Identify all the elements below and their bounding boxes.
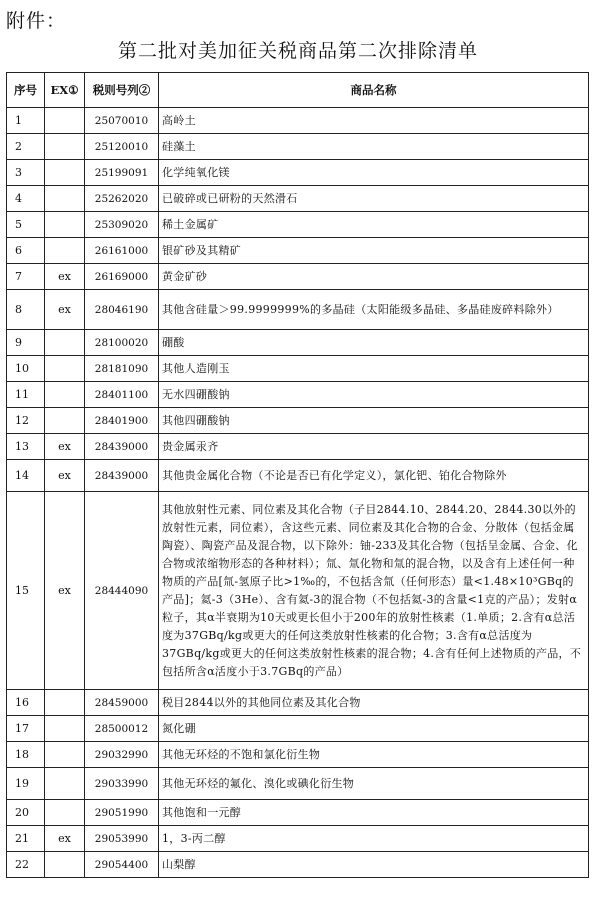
row-ex-flag: [45, 408, 85, 434]
row-tariff-code: 28459000: [85, 690, 159, 716]
row-ex-flag: [45, 238, 85, 264]
row-ex-flag: [45, 356, 85, 382]
row-serial: 3: [7, 160, 45, 186]
row-tariff-code: 28439000: [85, 434, 159, 460]
row-tariff-code: 28100020: [85, 330, 159, 356]
column-header-product-name: 商品名称: [159, 73, 589, 108]
row-tariff-code: 28500012: [85, 716, 159, 742]
table-body: [7, 108, 589, 878]
page-title: 第二批对美加征关税商品第二次排除清单: [117, 40, 478, 62]
row-tariff-code: 25309020: [85, 212, 159, 238]
row-ex-flag: ex: [45, 434, 85, 460]
row-ex-flag: [45, 742, 85, 768]
row-serial: 18: [7, 742, 45, 768]
row-ex-flag: [45, 160, 85, 186]
row-serial: 7: [7, 264, 45, 290]
row-tariff-code: 28401900: [85, 408, 159, 434]
row-product-name: 其他贵金属化合物（不论是否已有化学定义），氯化钯、铂化合物除外: [159, 460, 589, 492]
row-tariff-code: 29033990: [85, 768, 159, 800]
row-product-name: 山梨醇: [159, 852, 589, 878]
row-ex-flag: [45, 382, 85, 408]
row-serial: 6: [7, 238, 45, 264]
table-row: [7, 356, 589, 382]
row-ex-flag: [45, 186, 85, 212]
row-tariff-code: 25120010: [85, 134, 159, 160]
table-row: [7, 330, 589, 356]
row-serial: 2: [7, 134, 45, 160]
row-serial: 11: [7, 382, 45, 408]
row-serial: 19: [7, 768, 45, 800]
row-tariff-code: 28401100: [85, 382, 159, 408]
row-tariff-code: 28444090: [85, 492, 159, 690]
row-product-name: 1，3-丙二醇: [159, 826, 589, 852]
row-product-name: 银矿砂及其精矿: [159, 238, 589, 264]
table-row: [7, 108, 589, 134]
row-ex-flag: ex: [45, 290, 85, 330]
table-row: [7, 160, 589, 186]
table-row: [7, 460, 589, 492]
row-product-name: 高岭土: [159, 108, 589, 134]
row-product-name: 其他人造刚玉: [159, 356, 589, 382]
exclusion-list-table: [6, 72, 589, 878]
row-tariff-code: 25199091: [85, 160, 159, 186]
row-tariff-code: 29054400: [85, 852, 159, 878]
row-tariff-code: 26169000: [85, 264, 159, 290]
row-product-name: 税目2844以外的其他同位素及其化合物: [159, 690, 589, 716]
row-tariff-code: 25070010: [85, 108, 159, 134]
table-row: [7, 690, 589, 716]
row-product-name: 氮化硼: [159, 716, 589, 742]
column-header-tariff-code: 税则号列②: [85, 73, 159, 108]
row-product-name: 无水四硼酸钠: [159, 382, 589, 408]
row-serial: 16: [7, 690, 45, 716]
row-ex-flag: [45, 330, 85, 356]
row-serial: 1: [7, 108, 45, 134]
row-tariff-code: 28439000: [85, 460, 159, 492]
table-row: [7, 434, 589, 460]
row-product-name: 化学纯氧化镁: [159, 160, 589, 186]
row-ex-flag: ex: [45, 264, 85, 290]
row-serial: 15: [7, 492, 45, 690]
table-row: [7, 742, 589, 768]
row-product-name: 硼酸: [159, 330, 589, 356]
row-serial: 8: [7, 290, 45, 330]
row-product-name: 贵金属汞齐: [159, 434, 589, 460]
row-ex-flag: [45, 768, 85, 800]
row-tariff-code: 29051990: [85, 800, 159, 826]
row-product-name: 其他含硅量＞99.9999999%的多晶硅（太阳能级多晶硅、多晶硅废碎料除外）: [159, 290, 589, 330]
table-row: [7, 408, 589, 434]
table-row: [7, 264, 589, 290]
row-serial: 17: [7, 716, 45, 742]
table-row: [7, 238, 589, 264]
row-ex-flag: ex: [45, 460, 85, 492]
row-serial: 14: [7, 460, 45, 492]
row-ex-flag: ex: [45, 826, 85, 852]
row-product-name: 硅藻土: [159, 134, 589, 160]
row-ex-flag: ex: [45, 492, 85, 690]
row-serial: 21: [7, 826, 45, 852]
row-tariff-code: 29032990: [85, 742, 159, 768]
row-ex-flag: [45, 134, 85, 160]
row-serial: 9: [7, 330, 45, 356]
table-row: [7, 768, 589, 800]
row-tariff-code: 26161000: [85, 238, 159, 264]
table-row: [7, 800, 589, 826]
row-product-name: 黄金矿砂: [159, 264, 589, 290]
row-product-name: 其他放射性元素、同位素及其化合物（子目2844.10、2844.20、2844.30以外的放射性元素，同位素），含这些元素、同位素及其化合物的合金、分散体（包括金属陶瓷）、陶瓷产品及混合物，以下除外：铀-233及其化合物（包括呈金属、合金、化合物或浓缩物形态的各种材料）；氚、氚化物和氚的混合物，以及含有上述任何一种物质的产品[氚-氢原子比>1‰的，不包括含氚（任何形态）量<1.48×10³GBq的产品]；氦-3（3He）、含有氦-3的混合物（不包括氦-3的含量<1克的产品）；发射α粒子，其α半衰期为10天或更长但小于200年的放射性核素（1.单质；2.含有α总活度为37GBq/kg或更大的任何这类放射性核素的化合物；3.含有α总活度为37GBq/kg或更大的任何这类放射性核素的混合物；4.含有任何上述物质的产品，不包括所含α活度小于3.7GBq的产品）: [159, 492, 589, 690]
row-tariff-code: 25262020: [85, 186, 159, 212]
row-ex-flag: [45, 690, 85, 716]
table-row: [7, 290, 589, 330]
row-ex-flag: [45, 800, 85, 826]
row-product-name: 其他四硼酸钠: [159, 408, 589, 434]
row-product-name: 其他无环烃的不饱和氯化衍生物: [159, 742, 589, 768]
table-row: [7, 186, 589, 212]
attachment-label: 附件：: [6, 10, 67, 32]
row-serial: 10: [7, 356, 45, 382]
column-header-ex: EX①: [45, 73, 85, 108]
row-serial: 22: [7, 852, 45, 878]
row-ex-flag: [45, 852, 85, 878]
table-row: [7, 134, 589, 160]
table-row: [7, 212, 589, 238]
table-row: [7, 826, 589, 852]
row-tariff-code: 28046190: [85, 290, 159, 330]
table-row: [7, 716, 589, 742]
table-row: [7, 492, 589, 690]
row-serial: 13: [7, 434, 45, 460]
table-row: [7, 382, 589, 408]
row-ex-flag: [45, 716, 85, 742]
row-ex-flag: [45, 108, 85, 134]
table-header-row: [7, 73, 589, 108]
row-product-name: 稀土金属矿: [159, 212, 589, 238]
row-ex-flag: [45, 212, 85, 238]
row-serial: 12: [7, 408, 45, 434]
row-serial: 4: [7, 186, 45, 212]
column-header-serial: 序号: [7, 73, 45, 108]
row-tariff-code: 28181090: [85, 356, 159, 382]
row-product-name: 已破碎或已研粉的天然滑石: [159, 186, 589, 212]
row-serial: 20: [7, 800, 45, 826]
row-serial: 5: [7, 212, 45, 238]
table-row: [7, 852, 589, 878]
row-product-name: 其他饱和一元醇: [159, 800, 589, 826]
row-tariff-code: 29053990: [85, 826, 159, 852]
row-product-name: 其他无环烃的氟化、溴化或碘化衍生物: [159, 768, 589, 800]
